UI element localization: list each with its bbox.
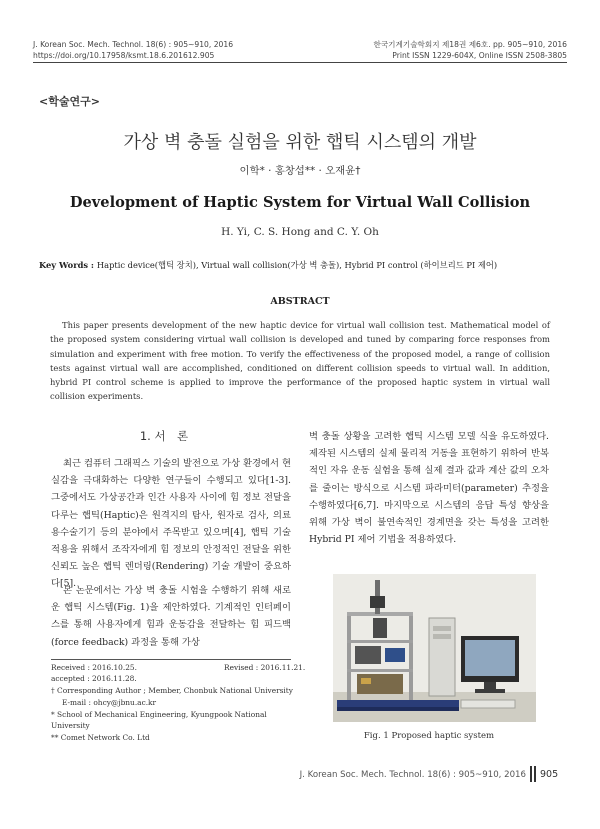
page-number: 905 [540,769,559,780]
keywords-line [39,259,567,271]
paper-title-korean: 가상 벽 충돌 실험을 위한 햅틱 시스템의 개발 [123,132,477,153]
received-date: Received : 2016.10.25. [51,663,137,672]
journal-citation-korean: 한국기계기술학회지 제18권 제6호. pp. 905~910, 2016 [373,40,567,49]
paper-title-english: Development of Haptic System for Virtual Wall Collision [69,194,531,211]
intro-paragraph-1: 최근 컴퓨터 그래픽스 기술의 발전으로 가상 환경에서 현실감을 극대화하는 다양한 연구들이 수행되고 있다[1-3]. 그중에서도 가상공간과 인간 사용자 사이에 힘 정보 전달을 다루는 햅틱(Haptic)은 원격지의 탐사, 원자로 검사, 의료용수술기기 등의 분야에서 주목받고 있으며[4], 햅틱 기술 적용을 위해서 조작자에게 힘 정보의 안정적인 전달을 위한 신뢰도 높은 햅틱 렌더링(Rendering) 기술 개발이 중요하다[5]. [51,458,291,590]
authors-korean: 이학* · 홍창섭** · 오재윤† [239,165,361,177]
corresponding-email[interactable]: E-mail : ohcy@jbnu.ac.kr [62,698,157,707]
doi-link[interactable]: https://doi.org/10.17958/ksmt.18.6.201612.905 [33,51,215,60]
accepted-date: accepted : 2016.11.28. [51,674,137,683]
journal-citation-header: J. Korean Soc. Mech. Technol. 18(6) : 905~910, 2016 [33,40,234,49]
keywords-text: Haptic device(햅틱 장치), Virtual wall collision(가상 벽 충돌), Hybrid PI control (하이브리드 PI 제어) [96,260,498,270]
affiliation-1: * School of Mechanical Engineering, Kyungpook National University [51,710,267,731]
revised-date: Revised : 2016.11.21. [224,663,306,672]
intro-paragraph-continued: 벽 충돌 상황을 고려한 햅틱 시스템 모델 식을 유도하였다. 제작된 시스템의 실제 물리적 거동을 표현하기 위하여 반복적인 자유 운동 실험을 통해 실제 결과 값과 계산 값의 오차를 줄이는 방식으로 시스템 파라미터(parameter) 추정을 수행하였다[6,7]. 마지막으로 시스템의 응답 특성 향상을 위해 가상 벽이 불연속적인 경계면을 갖는 특성을 고려한 Hybrid PI 제어 기법을 적용하였다. [309,431,549,546]
authors-english: H. Yi, C. S. Hong and C. Y. Oh [221,226,379,238]
section-heading-introduction: 1. 서 론 [139,429,189,443]
keywords-label: Key Words : [39,260,97,270]
haptic-rig-illustration [333,574,536,722]
corresponding-author: † Corresponding Author ; Member, Chonbuk National University [51,686,293,695]
header-rule [33,62,567,63]
issn-line: Print ISSN 1229-604X, Online ISSN 2508-3805 [392,51,567,60]
footnote-rule [51,659,291,660]
footer-citation: J. Korean Soc. Mech. Technol. 18(6) : 905~910, 2016 [299,770,526,780]
figure-caption: Fig. 1 Proposed haptic system [363,731,495,741]
affiliation-2: ** Comet Network Co. Ltd [51,733,150,742]
intro-paragraph-2: 본 논문에서는 가상 벽 충돌 시험을 수행하기 위해 새로운 햅틱 시스템(Fig. 1)을 제안하였다. 기계적인 인터페이스를 통해 사용자에게 힘과 운동감을 전달하는 힘 피드백(force feedback) 과정을 통해 가상 [51,585,291,648]
figure-haptic-system-photo [333,574,536,722]
footer-separator [530,766,532,782]
abstract-heading: ABSTRACT [270,296,330,307]
abstract-body: This paper presents development of the new haptic device for virtual wall collision test. Mathematical model of the proposed system considering virtual wall collision is developed and tuned by comparing force responses from simulation and experiment with free motion. To verify the effectiveness of the proposed model, a range of collision tests against virtual wall are accomplished, conditioned on different collision speeds to virtual wall. In addition, hybrid PI control scheme is applied to improve the performance of the proposed haptic system in virtual wall collision experiments. [50,320,550,402]
section-tag: <학술연구> [39,95,100,108]
footer-separator-2 [534,766,536,782]
